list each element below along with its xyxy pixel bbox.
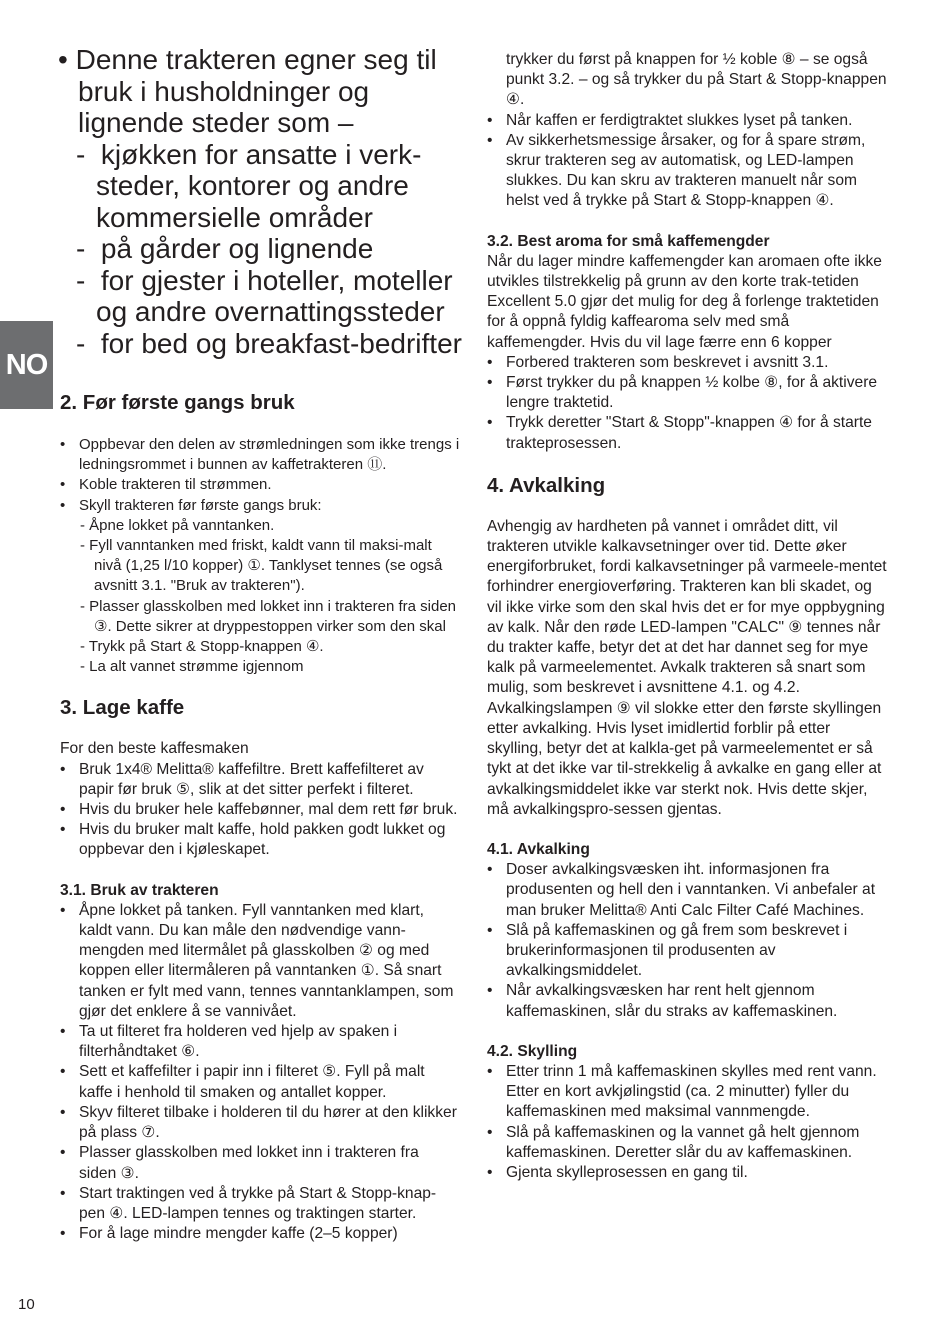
list-item: • Hvis du bruker malt kaffe, hold pakken godt lukket og oppbevar den i kjøleskapet. <box>60 820 460 860</box>
list-item: • Forbered trakteren som beskrevet i avsnitt 3.1. <box>487 353 887 373</box>
section-2-list <box>60 435 460 677</box>
list-item: • Først trykker du på knappen ½ kolbe ⑧, for å aktivere lengre traktetid. <box>487 373 887 413</box>
list-item: • Ta ut filteret fra holderen ved hjelp av spaken i filterhåndtaket ⑥. <box>60 1022 460 1062</box>
list-item: • Start traktingen ved å trykke på Start & Stopp-knap-pen ④. LED-lampen tennes og traktingen starter. <box>60 1184 460 1224</box>
section-3-2-heading: 3.2. Best aroma for små kaffemengder <box>487 232 770 250</box>
section-4-heading: 4. Avkalking <box>487 473 606 497</box>
section-4-paragraph: Avhengig av hardheten på vannet i området ditt, vil trakteren utvikle kalkavsetninger over tid. Dette øker energiforbruket, fordi kalkavsetninger på varmeele-mentet forhindrer energioverføring. Trakteren kan bli skadet, og vil ikke virke som den skal hvis det er for mye oppbygning av kalk. Når den røde LED-lampen "CALC" ⑨ tennes når du trakter kaffe, betyr det at det har dannet seg for mye kalk på varmeelementet. Avkalk trakteren så snart som mulig, som beskrevet i avsnittene 4.1. og 4.2. Avkalkingslampen ⑨ vil slokke etter den første skyllingen etter avkalking. Hvis lyset imidlertid forblir på etter skylling, betyr det at kalkla-get på varmeelementet er så tykt at det ikke var til-strekkelig å avkalke en gang eller at avkalkingsmiddelet ikke var sterkt nok. Hvis dette skjer, må avkalkingspro-sessen gjentas. <box>487 517 887 818</box>
list-item: • Av sikkerhetsmessige årsaker, og for å spare strøm, skrur trakteren seg av automatisk, og LED-lampen slukkes. Du kan skru av trakteren manuelt når som helst ved å trykke på Start & Stopp-knappen ④. <box>487 131 887 212</box>
section-4-1-list <box>487 860 887 1022</box>
list-item: • Bruk 1x4® Melitta® kaffefiltre. Brett kaffefilteret av papir før bruk ⑤, slik at det sitter perfekt i filteret. <box>60 760 460 800</box>
language-tab <box>0 321 53 409</box>
section-4-2-heading: 4.2. Skylling <box>487 1042 578 1060</box>
intro-dash: - for bed og breakfast-bedrifter <box>76 327 462 359</box>
intro-dash-text: for gjester i hoteller, moteller og andre overnattingssteder <box>96 264 453 327</box>
list-item: - Plasser glasskolben med lokket inn i trakteren fra siden ③. Dette sikrer at dryppestoppen virker som den skal <box>60 597 460 637</box>
list-item: - Åpne lokket på vanntanken. <box>60 516 460 536</box>
intro-dash: - for gjester i hoteller, moteller og andre overnattingssteder <box>76 264 453 327</box>
list-item: • Etter trinn 1 må kaffemaskinen skylles med rent vann. Etter en kort avkjølingstid (ca. 2 minutter) fyller du kaffemaskinen med maksimal vannmengde. <box>487 1062 887 1123</box>
list-item: - Fyll vanntanken med friskt, kaldt vann til maksi-malt nivå (1,25 l/10 kopper) ①. Tanklyset tennes (se også avsnitt 3.1. "Bruk av trakteren"). <box>60 536 460 597</box>
intro-dash-text: kjøkken for ansatte i verk-steder, kontorer og andre kommersielle områder <box>96 138 422 233</box>
section-3-1-list <box>60 901 460 1244</box>
continued-list <box>487 111 887 212</box>
list-item: • Når avkalkingsvæsken har rent helt gjennom kaffemaskinen, slår du straks av kaffemaskinen. <box>487 981 887 1021</box>
page-number: 10 <box>18 1296 35 1313</box>
list-item: • Skyll trakteren før første gangs bruk: <box>60 496 460 516</box>
list-item: • Plasser glasskolben med lokket inn i trakteren fra siden ③. <box>60 1143 460 1183</box>
section-3-1-heading: 3.1. Bruk av trakteren <box>60 881 219 899</box>
intro-dash: - kjøkken for ansatte i verk-steder, kontorer og andre kommersielle områder <box>76 138 422 233</box>
language-tab-label: NO <box>5 348 48 381</box>
section-4-1-heading: 4.1. Avkalking <box>487 840 590 858</box>
section-4-2-list <box>487 1062 887 1183</box>
list-item: • Slå på kaffemaskinen og la vannet gå helt gjennom kaffemaskinen. Deretter slår du av kaffemaskinen. <box>487 1123 887 1163</box>
intro-bullet-text: Denne trakteren egner seg til bruk i husholdninger og lignende steder som – <box>75 44 437 138</box>
list-item: • Sett et kaffefilter i papir inn i filteret ⑤. Fyll på malt kaffe i henhold til smaken og antallet kopper. <box>60 1062 460 1102</box>
section-3-2-list <box>487 353 887 454</box>
list-item: • Skyv filteret tilbake i holderen til du hører at den klikker på plass ⑦. <box>60 1103 460 1143</box>
list-item: • Slå på kaffemaskinen og gå frem som beskrevet i brukerinformasjonen til produsenten av avkalkingsmiddelet. <box>487 921 887 982</box>
list-item: • For å lage mindre mengder kaffe (2–5 kopper) <box>60 1224 460 1244</box>
right-column <box>487 50 887 1183</box>
list-item: - Trykk på Start & Stopp-knappen ④. <box>60 637 460 657</box>
continued-text: trykker du først på knappen for ½ koble ⑧ – se også punkt 3.2. – og så trykker du på Start & Stopp-knappen ④. <box>506 51 887 109</box>
list-item: • Oppbevar den delen av strømledningen som ikke trengs i ledningsrommet i bunnen av kaffetrakteren ⑪. <box>60 435 460 475</box>
list-item: • Koble trakteren til strømmen. <box>60 475 460 495</box>
list-item: • Trykk deretter "Start & Stopp"-knappen ④ for å starte trakteprosessen. <box>487 413 887 453</box>
list-item: • Doser avkalkingsvæsken iht. informasjonen fra produsenten og hell den i vanntanken. Vi anbefaler at man bruker Melitta® Anti Calc Filter Café Machines. <box>487 860 887 921</box>
intro-dash-text: på gårder og lignende <box>100 233 374 264</box>
section-3-2-paragraph: Når du lager mindre kaffemengder kan aromaen ofte ikke utvikles tilstrekkelig på grunn av den korte trak-tetiden Excellent 5.0 gjør det mulig for deg å forlenge traktetiden for å oppnå fyldig kaffearoma selv med små kaffemengder. Hvis du vil lage færre enn 6 kopper <box>487 252 882 351</box>
intro-list <box>58 44 468 359</box>
section-3-list <box>60 760 460 861</box>
list-item: • Når kaffen er ferdigtraktet slukkes lyset på tanken. <box>487 111 887 131</box>
list-item: • Gjenta skylleprosessen en gang til. <box>487 1163 887 1183</box>
list-item: - La alt vannet strømme igjennom <box>60 657 460 677</box>
list-item: • Åpne lokket på tanken. Fyll vanntanken med klart, kaldt vann. Du kan måle den nødvendige vann-mengden med litermålet på glasskolben ② og med koppen eller litermåleren på vanntanken ①. Så snart tanken er fylt med vann, tennes vanntanklampen, som gjør det enklere å se vannivået. <box>60 901 460 1022</box>
intro-dash-text: for bed og breakfast-bedrifter <box>100 327 462 359</box>
section-3-heading: 3. Lage kaffe <box>60 696 185 720</box>
intro-dash: - på gårder og lignende <box>76 233 374 264</box>
list-item: • Hvis du bruker hele kaffebønner, mal dem rett før bruk. <box>60 800 460 820</box>
intro-bullet: • Denne trakteren egner seg til bruk i husholdninger og lignende steder som – <box>58 44 437 138</box>
section-3-intro: For den beste kaffesmaken <box>60 740 249 758</box>
left-column <box>60 391 460 1244</box>
section-2-heading: 2. Før første gangs bruk <box>60 391 295 414</box>
